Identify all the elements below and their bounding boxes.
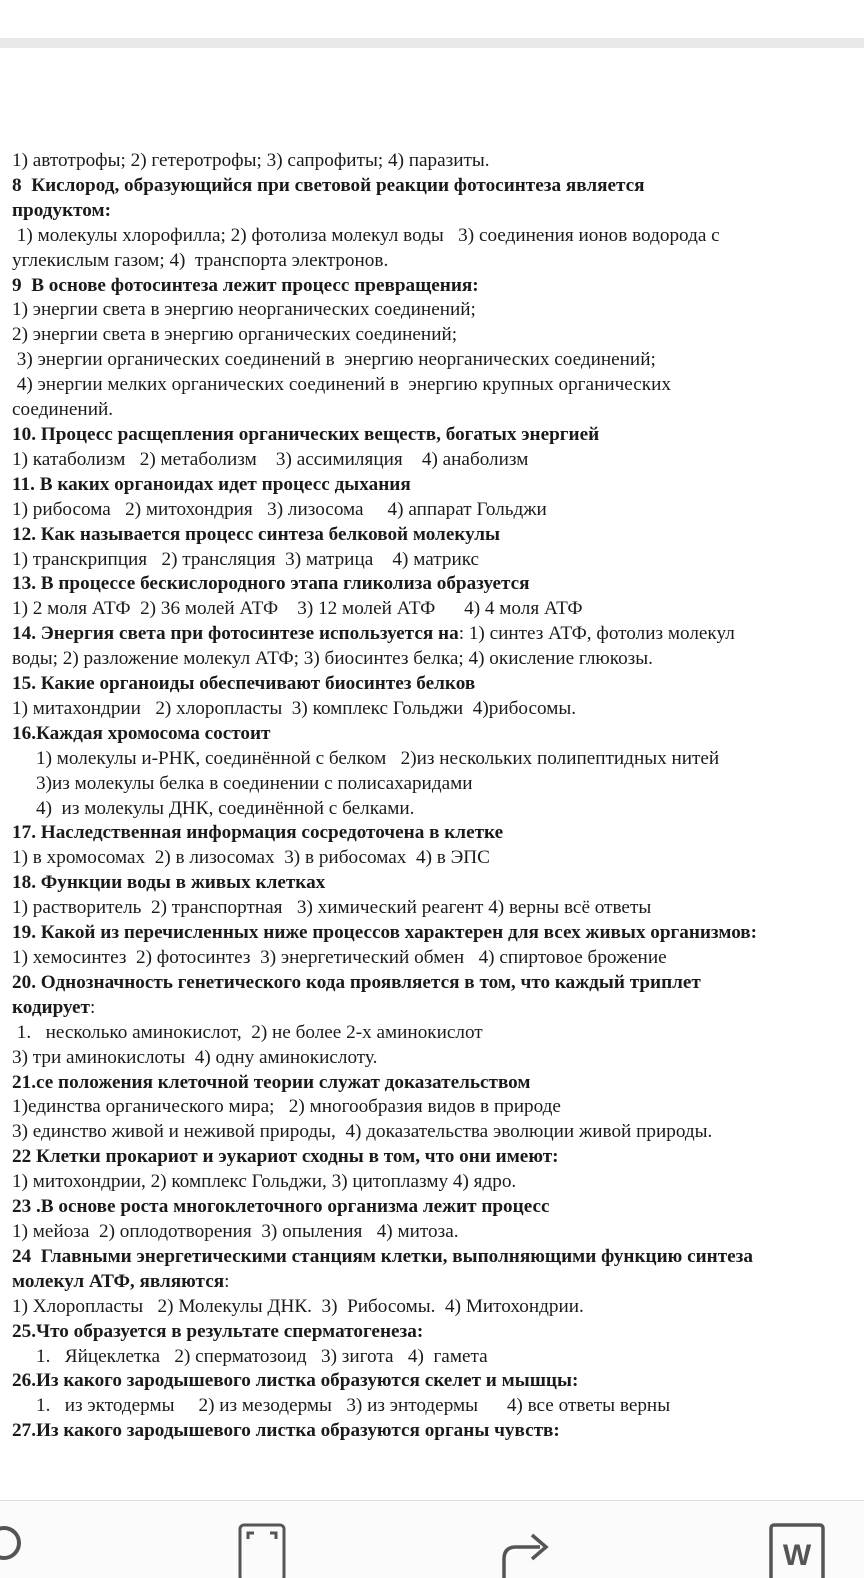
document-line: 1) мейоза 2) оплодотворения 3) опыления 4) митоза. [12,1220,459,1242]
document-line: 27.Из какого зародышевого листка образуются органы чувств: [12,1420,560,1442]
document-line: 1) митохондрии, 2) комплекс Гольджи, 3) цитоплазму 4) ядро. [12,1171,517,1193]
document-line: 1) рибосома 2) митохондрия 3) лизосома 4) аппарат Гольджи [12,498,547,520]
document-line: продуктом: [12,199,111,221]
document-line [12,996,860,1021]
document-line: 4) из молекулы ДНК, соединённой с белками. [12,797,415,819]
document-line: 1) энергии света в энергию неорганических соединений; [12,299,476,321]
document-line-part: 14. Энергия света при фотосинтезе используется на [12,623,459,645]
document-line: 24 Главными энергетическими станциям клетки, выполняющими функцию синтеза [12,1245,753,1267]
document-line: соединений. [12,399,114,421]
document-line: 1) транскрипция 2) трансляция 3) матрица 4) матрикс [12,548,480,570]
document-line-part: : 1) синтез АТФ, фотолиз молекул [458,623,735,645]
document-line: 12. Как называется процесс синтеза белковой молекулы [12,523,500,545]
document-line: 17. Наследственная информация сосредоточена в клетке [12,822,504,844]
document-line [12,622,860,647]
document-line-part: : [89,996,96,1018]
document-line: 1) автотрофы; 2) гетеротрофы; 3) сапрофиты; 4) паразиты. [12,150,490,171]
document-line: 11. В каких органоидах идет процесс дыхания [12,473,411,495]
document-line: 16.Каждая хромосома состоит [12,722,271,744]
document-line: 1) в хромосомах 2) в лизосомах 3) в рибосомах 4) в ЭПС [12,847,490,869]
document-line: 26.Из какого зародышевого листка образуются скелет и мышцы: [12,1370,579,1392]
document-line: 3) единство живой и неживой природы, 4) доказательства эволюции живой природы. [12,1121,713,1143]
document-line: 1) митахондрии 2) хлоропласты 3) комплекс Гольджи 4)рибосомы. [12,697,577,719]
document-line: 2) энергии света в энергию органических соединений; [12,324,458,346]
document-line: 19. Какой из перечисленных ниже процессов характерен для всех живых организмов: [12,922,758,944]
document-line: 10. Процесс расщепления органических веществ, богатых энергией [12,423,600,445]
word-document-icon[interactable] [768,1519,828,1578]
word-icon-label: W [782,1539,812,1572]
document-line: 22 Клетки прокариот и эукариот сходны в том, что они имеют: [12,1146,559,1168]
document-line-part: кодирует [12,996,90,1018]
document-line: 1) катаболизм 2) метаболизм 3) ассимиляция 4) анаболизм [12,448,529,470]
document-line: 1) растворитель 2) транспортная 3) химический реагент 4) верны всё ответы [12,897,652,919]
document-line: 1) молекулы и-РНК, соединённой с белком 2)из нескольких полипептидных нитей [12,747,720,769]
document-line [12,1270,860,1295]
document-line: 1) Хлоропласты 2) Молекулы ДНК. 3) Рибосомы. 4) Митохондрии. [12,1295,584,1317]
document-line: 1) хемосинтез 2) фотосинтез 3) энергетический обмен 4) спиртовое брожение [12,947,667,968]
document-line: 23 .В основе роста многоклеточного организма лежит процесс [12,1196,550,1218]
document-line: 18. Функции воды в живых клетках [12,872,326,894]
share-icon[interactable] [500,1519,560,1578]
document-line: 3)из молекулы белка в соединении с полисахаридами [12,772,473,794]
document-line: 1) молекулы хлорофилла; 2) фотолиза молекул воды 3) соединения ионов водорода с [12,224,720,246]
bottom-toolbar [0,1500,864,1578]
document-page [12,149,860,1444]
document-line: 3) три аминокислоты 4) одну аминокислоту. [12,1046,378,1068]
fullscreen-icon[interactable] [237,1519,287,1578]
document-line: воды; 2) разложение молекул АТФ; 3) биосинтез белка; 4) окисление глюкозы. [12,648,653,670]
document-line: 1. Яйцеклетка 2) сперматозоид 3) зигота 4) гамета [12,1345,488,1367]
document-line: 3) энергии органических соединений в энергию неорганических соединений; [12,349,656,371]
document-line: 21.се положения клеточной теории служат доказательством [12,1071,531,1093]
document-line: 1. несколько аминокислот, 2) не более 2-х аминокислот [12,1021,483,1043]
document-line: 25.Что образуется в результате сперматогенеза: [12,1320,424,1342]
document-line: 8 Кислород, образующийся при световой реакции фотосинтеза является [12,174,645,196]
document-line-part: молекул АТФ, являются [12,1270,225,1292]
document-line: 4) энергии мелких органических соединений в энергию крупных органических [12,374,671,396]
document-line: 1. из эктодермы 2) из мезодермы 3) из энтодермы 4) все ответы верны [12,1395,671,1417]
search-icon[interactable] [0,1519,30,1578]
document-line: 1)единства органического мира; 2) многообразия видов в природе [12,1096,561,1118]
document-line: 9 В основе фотосинтеза лежит процесс превращения: [12,274,479,296]
top-toolbar-strip [0,38,864,48]
document-line: 13. В процессе бескислородного этапа гликолиза образуется [12,573,530,595]
document-line: 15. Какие органоиды обеспечивают биосинтез белков [12,673,476,695]
document-line: 20. Однозначность генетического кода проявляется в том, что каждый триплет [12,971,701,993]
document-line: углекислым газом; 4) транспорта электронов. [12,249,389,271]
document-line-part: : [224,1270,230,1292]
document-line: 1) 2 моля АТФ 2) 36 молей АТФ 3) 12 молей АТФ 4) 4 моля АТФ [12,598,583,620]
